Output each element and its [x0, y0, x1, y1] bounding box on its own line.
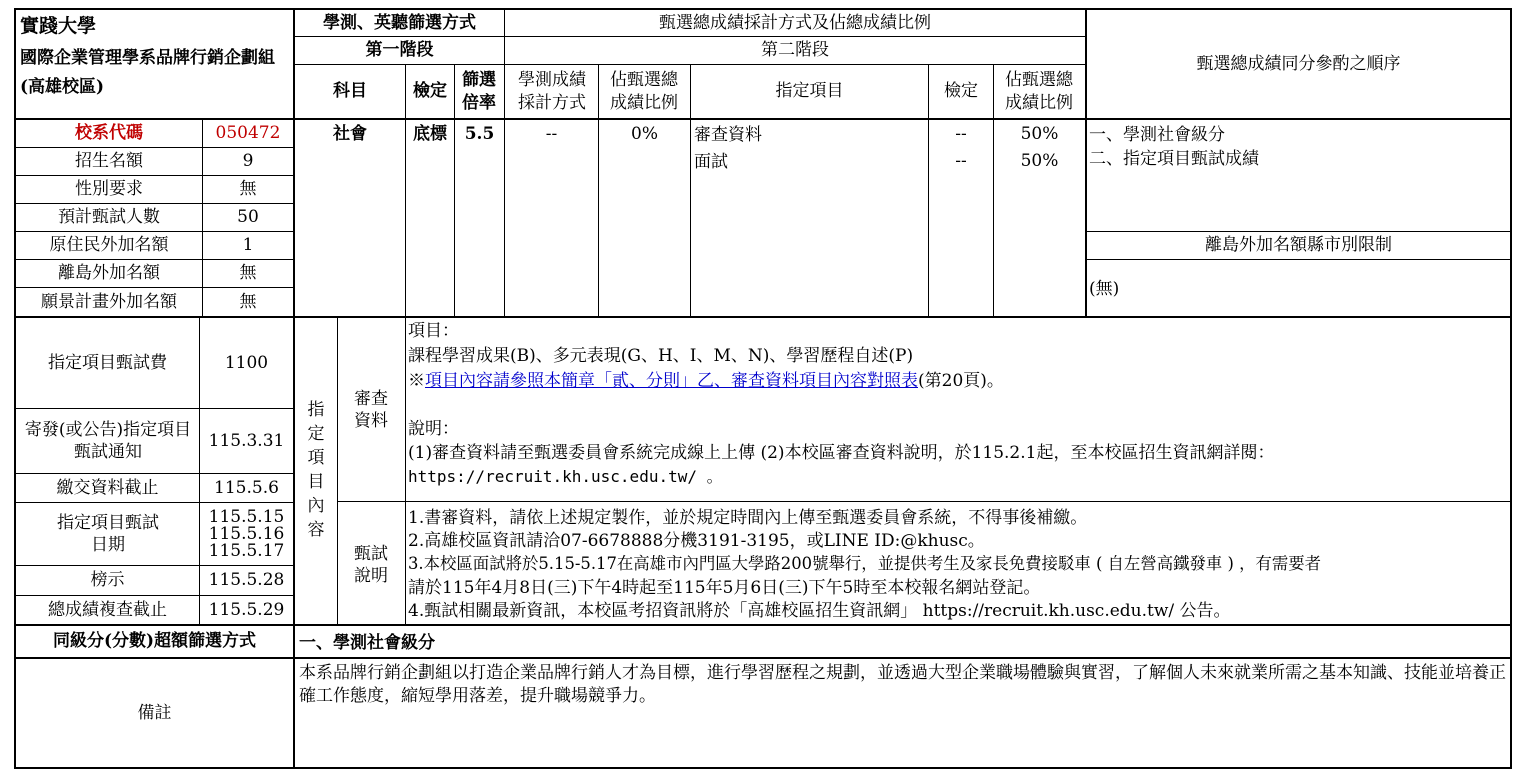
- info-label: 願景計畫外加名額: [41, 291, 177, 312]
- col-ratio: 篩選倍率: [462, 70, 496, 113]
- stage2-header: 第二階段: [761, 40, 829, 61]
- interview-line: 3.本校區面試將於5.15-5.17在高雄市內門區大學路200號舉行，並提供考生及家長免費接駁車 ( 自左營高鐵發車 ) ，有需要者: [408, 554, 1322, 573]
- notice-label: 寄發(或公告)指定項目甄試通知: [24, 419, 192, 462]
- interview-line: 2.高雄校區資訊請洽07-6678888分機3191-3195，或LINE ID:@khusc。: [408, 531, 985, 551]
- col-gsat-pct: 佔甄選總成績比例: [610, 70, 678, 113]
- interview-line: 1.書審資料，請依上述規定製作，並於規定時間內上傳至甄選委員會系統，不得事後補繳。: [408, 508, 1088, 528]
- gsat-pct-value: 0%: [631, 123, 658, 144]
- info-label: 招生名額: [75, 151, 143, 172]
- recheck-label: 總成績複查截止: [48, 599, 167, 620]
- info-value: 無: [239, 263, 257, 284]
- item-pct: 50%: [1020, 150, 1059, 171]
- school-name: 實踐大學: [20, 15, 97, 37]
- tiebreak-order-header: 甄選總成績同分參酌之順序: [1196, 53, 1401, 74]
- fee-value: 1100: [224, 352, 269, 373]
- item-review: 審查資料: [694, 125, 762, 145]
- tiebreak-item: 二、指定項目甄試成績: [1089, 149, 1259, 169]
- info-value: 9: [242, 151, 254, 172]
- col-gsat-method: 學測成績採計方式: [518, 70, 586, 113]
- note-mark: ※: [408, 371, 425, 391]
- col-items-pct: 佔甄選總成績比例: [1005, 70, 1073, 113]
- remarks-text: 本系品牌行銷企劃組以打造企業品牌行銷人才為目標，進行學習歷程之規劃，並透過大型企業職場體驗與實習，了解個人未來就業所需之基本知識、技能並培養正確工作態度，縮短學用落差，提升職場競爭力。: [299, 663, 1506, 706]
- col-subject: 科目: [333, 81, 367, 102]
- interview-label: 甄試說明: [354, 543, 388, 586]
- review-line: 項目：: [408, 321, 459, 341]
- island-limit-header: 離島外加名額縣市別限制: [1205, 235, 1392, 256]
- review-line: (1)審查資料請至甄選委員會系統完成線上上傳 (2)本校區審查資料說明，於115.2.1起，至本校區招生資訊網詳閱：: [408, 443, 1275, 463]
- page-ref: (第20頁)。: [918, 371, 1004, 391]
- info-label: 離島外加名額: [58, 263, 160, 284]
- result-value: 115.5.28: [208, 570, 285, 591]
- gsat-method-value: --: [545, 123, 558, 144]
- scoring-method-header: 甄選總成績採計方式及佔總成績比例: [659, 12, 931, 33]
- department-name: 國際企業管理學系品牌行銷企劃組(高雄校區): [20, 48, 275, 97]
- info-value: 無: [239, 291, 257, 312]
- interview-line: 4.甄試相關最新資訊，本校區考招資訊將於「高雄校區招生資訊網」 https://recruit.kh.usc.edu.tw/ 公告。: [408, 601, 1231, 621]
- island-limit-value: (無): [1089, 279, 1120, 299]
- col-check: 檢定: [413, 81, 447, 102]
- excess-screening-value: 一、學測社會級分: [299, 633, 435, 653]
- stage1-ratio: 5.5: [464, 123, 495, 144]
- info-label: 預計甄試人數: [58, 207, 160, 228]
- remarks-label: 備註: [137, 702, 172, 723]
- tiebreak-item: 一、學測社會級分: [1089, 125, 1225, 145]
- info-label: 原住民外加名額: [49, 235, 169, 256]
- interview-date-value: 115.5.15 115.5.16 115.5.17: [208, 506, 285, 561]
- review-label: 審查資料: [354, 388, 388, 431]
- fee-label: 指定項目甄試費: [48, 352, 167, 373]
- interview-date-label: [56, 503, 160, 565]
- review-line3: [408, 370, 1004, 392]
- item-interview: 面試: [694, 152, 728, 172]
- item-check: --: [955, 150, 967, 171]
- interview-line: 請於115年4月8日(三)下午4時起至115年5月6日(三)下午5時至本校報名網站登記。: [408, 578, 1041, 598]
- info-value: 1: [242, 235, 254, 256]
- items-content-label: 指定項目內容: [307, 400, 325, 540]
- screening-method-header: 學測、英聽篩選方式: [323, 12, 476, 33]
- col-check2: 檢定: [944, 81, 978, 102]
- info-label-code: 校系代碼: [75, 123, 143, 144]
- col-items: 指定項目: [775, 81, 844, 102]
- deadline-value: 115.5.6: [214, 477, 279, 498]
- result-label: 榜示: [90, 570, 125, 591]
- review-line: 課程學習成果(B)、多元表現(G、H、I、M、N)、學習歷程自述(P): [408, 346, 914, 366]
- stage1-subject: 社會: [333, 123, 367, 144]
- info-label: 性別要求: [75, 179, 143, 200]
- info-value: 50: [237, 207, 259, 228]
- excess-screening-label: 同級分(分數)超額篩選方式: [52, 631, 257, 652]
- item-pct: 50%: [1020, 123, 1059, 144]
- info-value-code: 050472: [215, 123, 281, 144]
- review-url: https://recruit.kh.usc.edu.tw/ 。: [408, 467, 723, 486]
- item-check: --: [955, 123, 967, 144]
- info-value: 無: [239, 179, 257, 200]
- review-line: 說明：: [408, 419, 459, 439]
- review-items-link[interactable]: 項目內容請參照本簡章「貳、分則」乙、審查資料項目內容對照表: [425, 371, 918, 391]
- notice-value: 115.3.31: [208, 430, 285, 451]
- stage1-check: 底標: [413, 123, 447, 144]
- stage1-header: 第一階段: [365, 40, 434, 61]
- interview-date-label-text: 指定項目甄試日期: [57, 512, 159, 555]
- deadline-label: 繳交資料截止: [56, 477, 159, 498]
- recheck-value: 115.5.29: [208, 599, 285, 620]
